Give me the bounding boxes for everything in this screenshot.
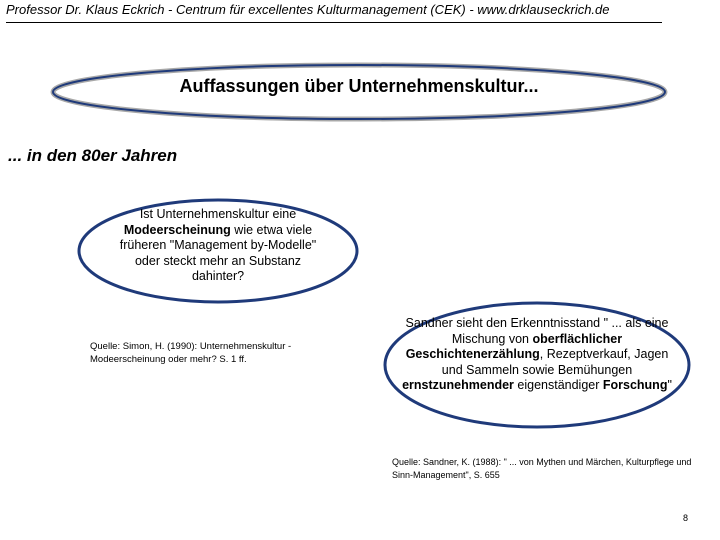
sandner-text-bold1: oberflächlicher Geschichtenerzählung xyxy=(405,331,623,361)
question-bubble xyxy=(76,197,360,305)
question-text-part1: Ist Unternehmenskultur eine xyxy=(139,207,297,221)
source-simon: Quelle: Simon, H. (1990): Unternehmenskultur - Modeerscheinung oder mehr? S. 1 ff. xyxy=(90,341,292,365)
page-number: 8 xyxy=(682,513,688,523)
question-text-bold: Modeerscheinung xyxy=(123,222,231,237)
header-divider xyxy=(6,22,662,23)
sandner-bubble-text xyxy=(400,316,674,394)
sandner-text-part1: Sandner sieht den Erkenntnisstand " ... als eine Mischung von xyxy=(405,316,669,346)
slide-header: Professor Dr. Klaus Eckrich - Centrum für excellentes Kulturmanagement (CEK) - www.drklauseckrich.de xyxy=(6,2,610,17)
source-sandner: Quelle: Sandner, K. (1988): " ... von Mythen und Märchen, Kulturpflege und Sinn-Management", S. 655 xyxy=(392,457,692,480)
sandner-text-part3: eigenständiger xyxy=(513,378,603,392)
slide-subtitle: ... in den 80er Jahren xyxy=(8,146,178,165)
title-ellipse xyxy=(48,60,670,124)
question-bubble-text xyxy=(116,207,320,285)
sandner-text-part4: " xyxy=(667,378,672,392)
sandner-text-bold3: Forschung xyxy=(602,378,668,392)
sandner-text-bold2: ernstzunehmender xyxy=(402,378,514,392)
question-text-part2: wie etwa viele früheren "Management by-Modelle" oder steckt mehr an Substanz dahinter? xyxy=(119,222,317,283)
sandner-text-part2: , Rezeptverkauf, Jagen und Sammeln sowie Bemühungen xyxy=(441,347,669,377)
sandner-bubble xyxy=(382,300,692,430)
slide-title: Auffassungen über Unternehmenskultur... xyxy=(179,76,539,96)
